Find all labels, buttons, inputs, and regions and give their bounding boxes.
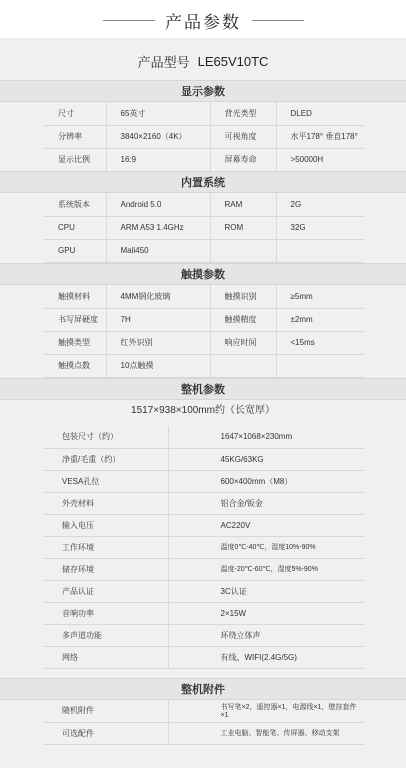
spec-value: 温度0℃-40℃，湿度10%-90% <box>168 536 364 558</box>
table-row <box>44 514 364 536</box>
spec-value: Android 5.0 <box>106 193 210 216</box>
spec-key: GPU <box>44 239 106 262</box>
table-row <box>44 558 364 580</box>
spec-key: 背光类型 <box>210 102 276 125</box>
spec-key: 屏幕寿命 <box>210 148 276 171</box>
spec-value <box>276 239 364 262</box>
table-row <box>44 125 364 148</box>
spec-key <box>210 239 276 262</box>
spec-value: <15ms <box>276 331 364 354</box>
spec-key: RAM <box>210 193 276 216</box>
table-row <box>44 148 364 171</box>
model-label: 产品型号 <box>137 54 190 70</box>
spec-key: 净重/毛重（约） <box>44 448 168 470</box>
table-row <box>44 646 364 668</box>
spec-value: 3C认证 <box>168 580 364 602</box>
spec-key: 工作环境 <box>44 536 168 558</box>
spec-value: 书写笔×2，遥控器×1，电源线×1，壁挂套件×1 <box>168 700 364 722</box>
spec-key: 系统版本 <box>44 193 106 216</box>
spec-key: 输入电压 <box>44 514 168 536</box>
spec-key <box>210 354 276 377</box>
table-row <box>44 426 364 448</box>
spec-value: 4MM钢化玻璃 <box>106 285 210 308</box>
table-row <box>44 239 364 262</box>
table-row <box>44 700 364 722</box>
spec-key: 触摸精度 <box>210 308 276 331</box>
section-accessories-title: 整机附件 <box>0 678 406 700</box>
spec-value: ±2mm <box>276 308 364 331</box>
section-display-title: 显示参数 <box>0 80 406 102</box>
spec-value: ≥5mm <box>276 285 364 308</box>
spec-key: 显示比例 <box>44 148 106 171</box>
table-row <box>44 308 364 331</box>
model-value: LE65V10TC <box>197 53 269 69</box>
spec-value: 600×400mm（M8） <box>168 470 364 492</box>
table-row <box>44 216 364 239</box>
spec-value: 工业电脑、智能笔、传屏器、移动支架 <box>168 722 364 744</box>
spec-key: 触摸点数 <box>44 354 106 377</box>
spec-value: 1647×1068×230mm <box>168 426 364 448</box>
spec-key: 音响功率 <box>44 602 168 624</box>
section-touch-title: 触摸参数 <box>0 263 406 285</box>
spec-key: 触摸材料 <box>44 285 106 308</box>
spec-value: Mali450 <box>106 239 210 262</box>
table-row <box>44 580 364 602</box>
spec-value: 环绕立体声 <box>168 624 364 646</box>
table-row <box>44 536 364 558</box>
spec-value: ARM A53 1.4GHz <box>106 216 210 239</box>
spec-key: 多声道功能 <box>44 624 168 646</box>
system-table <box>44 193 364 263</box>
spec-key: 随机附件 <box>44 700 168 722</box>
page-header <box>0 0 406 38</box>
spec-key: 网络 <box>44 646 168 668</box>
spec-value: 10点触摸 <box>106 354 210 377</box>
spec-key: 触摸识别 <box>210 285 276 308</box>
display-table <box>44 102 364 172</box>
spec-value: 16:9 <box>106 148 210 171</box>
table-row <box>44 602 364 624</box>
spec-value: 2G <box>276 193 364 216</box>
spec-value: 7H <box>106 308 210 331</box>
table-row <box>44 193 364 216</box>
spec-value <box>276 354 364 377</box>
table-row <box>44 492 364 514</box>
spec-value: 32G <box>276 216 364 239</box>
table-row <box>44 722 364 744</box>
table-row <box>44 448 364 470</box>
spec-key: 响应时间 <box>210 331 276 354</box>
accessories-table <box>44 700 364 745</box>
spec-value: 有线、WIFI(2.4G/5G) <box>168 646 364 668</box>
spec-key: 触摸类型 <box>44 331 106 354</box>
spec-key: 外壳材料 <box>44 492 168 514</box>
table-row <box>44 102 364 125</box>
spec-value: 水平178° 垂直178° <box>276 125 364 148</box>
spec-value: DLED <box>276 102 364 125</box>
section-system-title: 内置系统 <box>0 171 406 193</box>
spec-key: 可选配件 <box>44 722 168 744</box>
spec-key: ROM <box>210 216 276 239</box>
spec-key: 储存环境 <box>44 558 168 580</box>
table-row <box>44 331 364 354</box>
table-row <box>44 354 364 377</box>
header-rule-right <box>252 20 304 21</box>
model-row <box>0 48 406 74</box>
spec-value: 65英寸 <box>106 102 210 125</box>
page-title: 产品参数 <box>165 13 241 32</box>
spec-value: 45KG/63KG <box>168 448 364 470</box>
touch-table <box>44 285 364 378</box>
spec-key: 书写屏硬度 <box>44 308 106 331</box>
spec-key: 可视角度 <box>210 125 276 148</box>
spec-value: AC220V <box>168 514 364 536</box>
spec-value: 3840×2160（4K） <box>106 125 210 148</box>
spec-value: 2×15W <box>168 602 364 624</box>
table-row <box>44 470 364 492</box>
spec-key: 分辨率 <box>44 125 106 148</box>
section-machine-title: 整机参数 <box>0 378 406 400</box>
table-row <box>44 285 364 308</box>
spec-value: 红外识别 <box>106 331 210 354</box>
table-row <box>44 624 364 646</box>
spec-key: 产品认证 <box>44 580 168 602</box>
spec-value: 铝合金/钣金 <box>168 492 364 514</box>
spec-value: 温度-20℃-60℃，湿度5%-90% <box>168 558 364 580</box>
machine-table <box>44 426 364 669</box>
spec-key: CPU <box>44 216 106 239</box>
machine-size: 1517×938×100mm约（长宽厚） <box>131 405 275 416</box>
spec-key: VESA孔位 <box>44 470 168 492</box>
spec-value: >50000H <box>276 148 364 171</box>
spec-key: 包装尺寸（约） <box>44 426 168 448</box>
spec-key: 尺寸 <box>44 102 106 125</box>
